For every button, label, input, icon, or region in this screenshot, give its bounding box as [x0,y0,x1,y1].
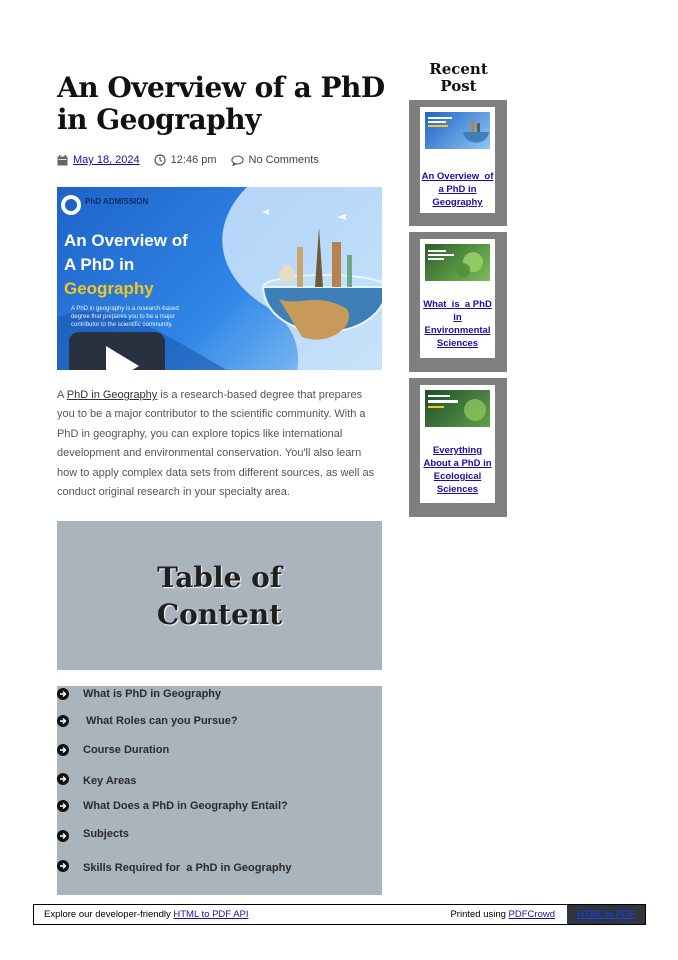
hero-heading-line: An Overview of [64,231,188,250]
html-to-pdf-button-link[interactable]: HTML to PDF [577,909,635,920]
calendar-icon [57,155,68,166]
recent-post-link-line: About a PhD in [423,458,492,469]
toc-item[interactable] [57,713,238,729]
footer-printed [450,909,555,920]
toc-item[interactable] [57,798,288,814]
hero-blurb: A PhD in geography is a research-based degree that prepares you to be a major contributor to the scientific community. [71,306,179,328]
toc-item[interactable] [57,742,169,758]
toc-item[interactable] [57,686,221,702]
post-meta [57,152,319,168]
recent-post-link[interactable] [420,298,495,350]
recent-post-card [409,378,507,517]
toc-item-label: What Roles can you Pursue? [83,715,238,727]
post-time: 12:46 pm [170,154,217,166]
toc-item-label: Key Areas [83,775,137,787]
pdfcrowd-link[interactable]: PDFCrowd [508,909,555,920]
recent-post-thumbnail[interactable] [425,244,490,281]
recent-post-link-line: in [453,312,462,323]
footer-printed-text: Printed using [450,909,509,920]
recent-post-title-line: Post [440,77,477,95]
video-play-button[interactable] [69,332,165,370]
toc-title-line: Table of [157,560,282,594]
toc-item[interactable] [57,858,291,874]
arrow-circle-icon [57,860,69,872]
recent-post-thumbnail[interactable] [425,112,490,149]
arrow-circle-icon [57,688,69,700]
footer-explore [44,909,249,920]
arrow-circle-icon [57,830,69,842]
recent-post-title-line: Recent [429,60,488,78]
comment-icon [231,155,244,166]
recent-post-link-line: An Overview of [421,171,494,182]
arrow-circle-icon [57,744,69,756]
clock-icon [154,154,166,166]
toc-item[interactable] [57,771,136,787]
recent-post-link[interactable] [420,444,495,496]
recent-post-card-body [420,239,495,358]
footer-explore-text: Explore our developer-friendly [44,909,174,920]
toc-item-label: Course Duration [83,744,170,756]
recent-post-link[interactable] [420,170,495,209]
toc-header [57,521,382,670]
html-to-pdf-api-link[interactable]: HTML to PDF API [173,909,249,920]
play-icon [69,332,165,370]
toc-item-label: What Does a PhD in Geography Entail? [83,800,288,812]
pdfcrowd-footer [33,904,646,925]
recent-post-link-line: Geography [432,197,483,208]
article-body: A PhD in Geography is a research-based degree that prepares you to be a major contributor to the scientific community. With a PhD in geography, you can explore topics like international development and environmental conservation. You'll also learn how to apply complex data sets from different sources, as well as conduct original research in your specialty area. [57,389,375,499]
recent-post-link-line: What is a PhD [423,299,492,310]
phd-geography-link[interactable]: PhD in Geography [66,389,158,401]
recent-post-card-body [420,385,495,503]
recent-post-title [410,61,507,95]
hero-heading-line: A PhD in [64,255,135,274]
toc-title-line: Content [156,597,283,631]
recent-post-card [409,100,507,226]
arrow-circle-icon [57,715,69,727]
comments-count: No Comments [248,154,319,166]
hero-image [57,187,382,370]
recent-post-card [409,232,507,372]
recent-post-link-line: Sciences [436,484,479,495]
toc-item-label: What is PhD in Geography [83,688,222,700]
hero-logo: PhD ADMISSION [85,197,149,206]
toc-item[interactable] [57,828,129,844]
article-title: An Overview of a PhD in Geography [57,71,385,136]
hero-heading [64,229,188,301]
recent-post-link-line: Environmental [424,325,491,336]
recent-post-card-body [420,107,495,213]
recent-post-link-line: Ecological [433,471,482,482]
arrow-circle-icon [57,773,69,785]
recent-post-link-line: a PhD in [438,184,477,195]
html-to-pdf-button[interactable] [567,905,645,924]
toc-item-label: Subjects [83,828,129,840]
toc-item-label: Skills Required for a PhD in Geography [83,862,292,874]
post-date-link[interactable]: May 18, 2024 [73,154,140,166]
hero-heading-line: Geography [64,279,154,298]
recent-post-link-line: Sciences [436,338,479,349]
toc-title [157,559,282,633]
toc-list [57,686,382,895]
recent-post-thumbnail[interactable] [425,390,490,427]
arrow-circle-icon [57,800,69,812]
recent-post-link-line: Everything [432,445,483,456]
article-body-text: is a research-based degree that prepares you to be a major contributor to the scientific community. With a PhD in geography, you can explore topics like international development and environmental conservation. You'll also learn how to apply complex data sets from different sources, as well as conduct original research in your specialty area. [57,389,375,499]
